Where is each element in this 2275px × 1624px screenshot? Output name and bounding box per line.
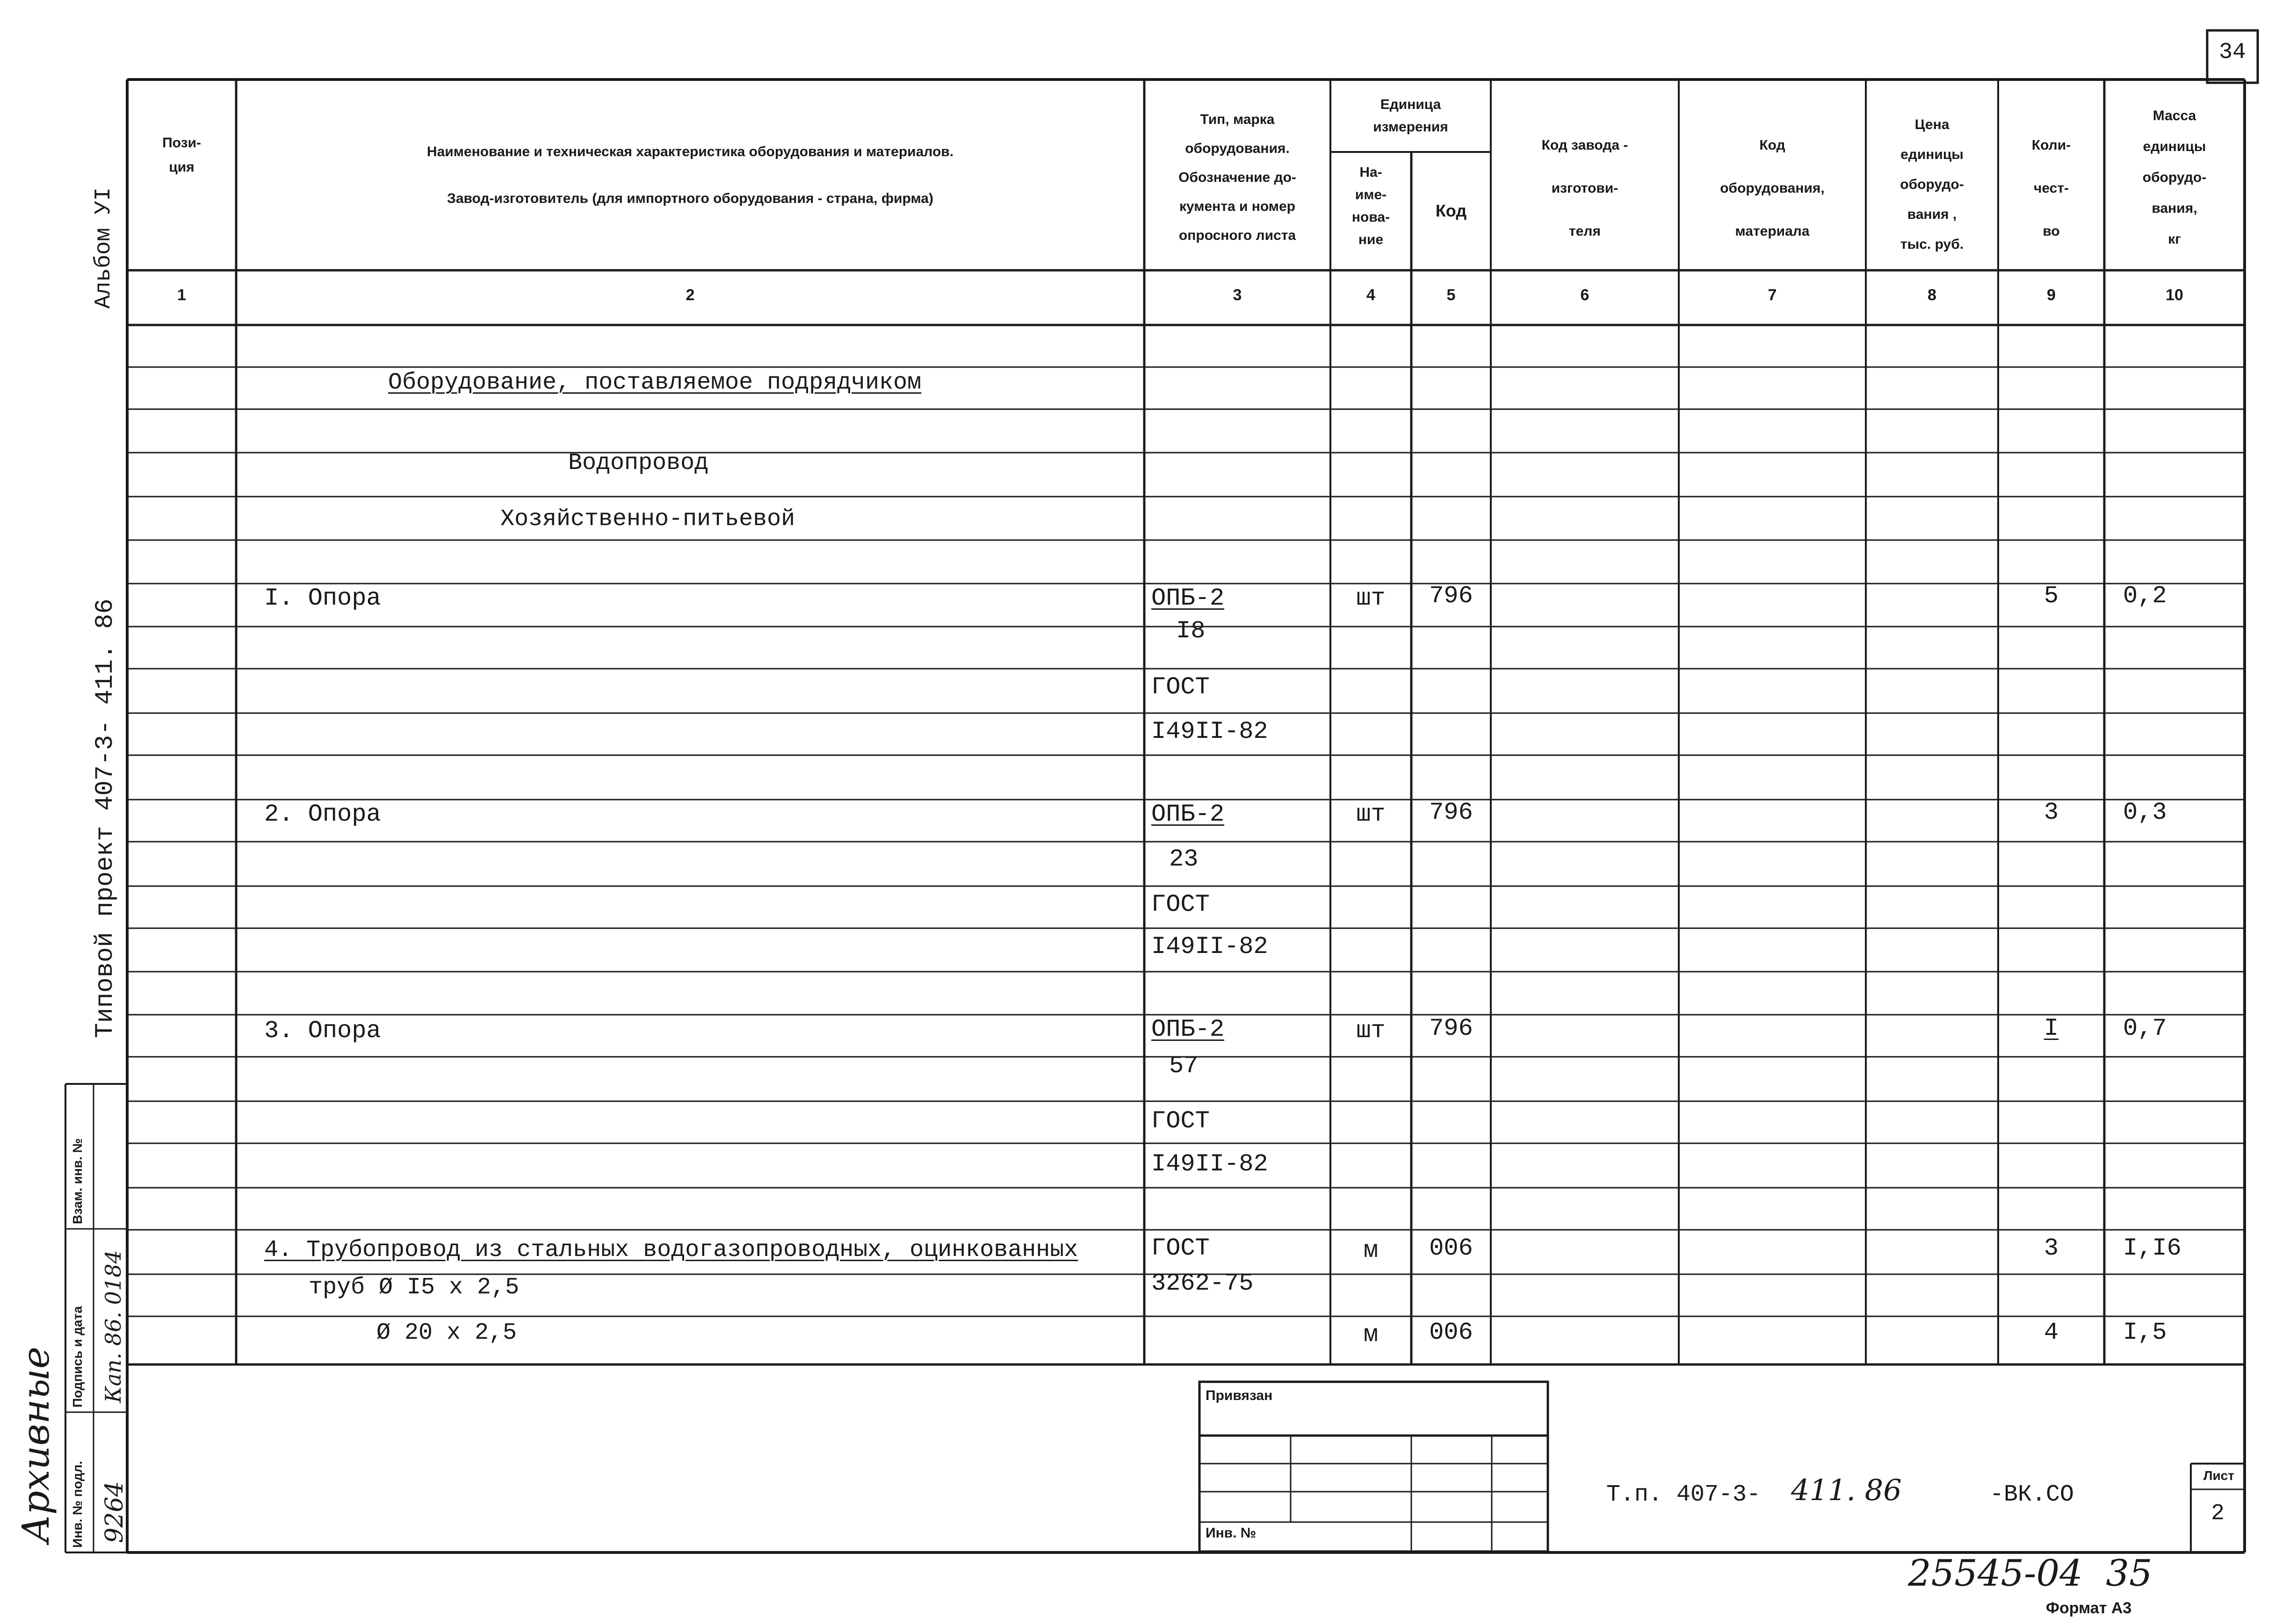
- doc-code-hand: 411. 86: [1791, 1473, 1902, 1507]
- item-1-type-size: I8: [1176, 617, 1206, 645]
- item-1-unit: шт: [1356, 585, 1386, 612]
- item-4-name: 4. Трубопровод из стальных водогазопроводных, оцинкованных: [264, 1237, 1078, 1263]
- hdr-unit-group: Единица измерения: [1373, 97, 1448, 135]
- item-4-mass: I,I6: [2123, 1234, 2181, 1262]
- subsection-water: Водопровод: [568, 450, 709, 476]
- item-4-unit: м: [1363, 1237, 1379, 1264]
- item-5-qty: 4: [2044, 1319, 2059, 1346]
- item-3-gost: ГОСТ: [1151, 1107, 1210, 1135]
- colnum-2: 2: [686, 286, 695, 304]
- subsection-household: Хозяйственно-питьевой: [500, 506, 795, 533]
- inv-label: Инв. №: [1206, 1525, 1257, 1541]
- item-4-gost: ГОСТ: [1151, 1234, 1210, 1262]
- doc-code-prefix: Т.п. 407-3-: [1606, 1481, 1761, 1508]
- item-2-type: ОПБ-2: [1151, 801, 1225, 828]
- colnum-1: 1: [177, 286, 186, 304]
- list-value: 2: [2211, 1501, 2224, 1526]
- item-4-name-2: труб Ø I5 x 2,5: [309, 1274, 520, 1301]
- hdr-col6: Код завода - изготови- теля: [1541, 137, 1628, 239]
- item-3-name: 3. Опора: [264, 1017, 381, 1045]
- doc-code-suffix: -ВК.СО: [1990, 1481, 2074, 1508]
- stamp-label-replace: Взам. инв. №: [70, 1138, 85, 1224]
- item-4-qty: 3: [2044, 1234, 2059, 1262]
- hdr-col7: Код оборудования, материала: [1720, 137, 1825, 239]
- item-2-mass: 0,3: [2123, 799, 2167, 826]
- hdr-col3: Тип, марка оборудования. Обозначение до- кумента и номер опросного листа: [1178, 112, 1296, 243]
- hdr-col2: Наименование и техническая характеристика оборудования и материалов. Завод-изготовитель (для импортного оборудования - страна, фирма): [426, 144, 954, 206]
- item-1-mass: 0,2: [2123, 582, 2167, 610]
- section-title: Оборудование, поставляемое подрядчиком: [388, 369, 922, 396]
- stamp-label-inv: Инв. № подл.: [70, 1461, 85, 1548]
- item-3-unit: шт: [1356, 1017, 1386, 1045]
- item-4-code: 006: [1429, 1234, 1473, 1262]
- stamp-value-inv: 9264: [101, 1481, 129, 1543]
- item-3-type-size: 57: [1169, 1052, 1199, 1080]
- sheet-number: 34: [2219, 40, 2246, 65]
- archive-note: Архивные: [14, 1346, 58, 1543]
- item-1-gost: ГОСТ: [1151, 673, 1210, 701]
- item-5-unit: м: [1363, 1321, 1379, 1349]
- item-2-qty: 3: [2044, 799, 2059, 826]
- hdr-col1: Пози- ция: [162, 135, 201, 175]
- item-2-code: 796: [1429, 799, 1473, 826]
- item-5-code: 006: [1429, 1319, 1473, 1346]
- colnum-5: 5: [1446, 286, 1456, 304]
- colnum-6: 6: [1580, 286, 1589, 304]
- item-1-gost-num: I49II-82: [1151, 718, 1268, 745]
- album-label: Альбом УI: [91, 187, 116, 309]
- format-label: Формат А3: [2046, 1599, 2132, 1617]
- project-label: Типовой проект 407-3- 411. 86: [91, 599, 120, 1038]
- item-2-type-size: 23: [1169, 845, 1199, 873]
- colnum-9: 9: [2047, 286, 2056, 304]
- item-2-gost-num: I49II-82: [1151, 933, 1268, 960]
- item-1-name: I. Опора: [264, 585, 381, 612]
- colnum-4: 4: [1366, 286, 1375, 304]
- item-3-type: ОПБ-2: [1151, 1016, 1225, 1043]
- hdr-col10: Масса единицы оборудо- вания, кг: [2142, 108, 2207, 247]
- item-4-gost-num: 3262-75: [1151, 1270, 1254, 1297]
- privyazan-label: Привязан: [1206, 1388, 1273, 1403]
- item-1-qty: 5: [2044, 582, 2059, 610]
- item-2-name: 2. Опора: [264, 801, 381, 828]
- stamp-value-sign: Кап. 86. 0184: [101, 1250, 126, 1403]
- item-3-qty: I: [2044, 1015, 2059, 1042]
- item-3-gost-num: I49II-82: [1151, 1150, 1268, 1178]
- colnum-10: 10: [2166, 286, 2183, 304]
- item-2-gost: ГОСТ: [1151, 891, 1210, 918]
- hdr-col8: Цена единицы оборудо- вания , тыс. руб.: [1900, 117, 1964, 252]
- stamp-label-sign: Подпись и дата: [70, 1306, 85, 1407]
- colnum-8: 8: [1928, 286, 1936, 304]
- colnum-7: 7: [1768, 286, 1777, 304]
- item-5-mass: I,5: [2123, 1319, 2167, 1346]
- item-1-type: ОПБ-2: [1151, 585, 1225, 612]
- item-3-mass: 0,7: [2123, 1015, 2167, 1042]
- hdr-col9: Коли- чест- во: [2031, 137, 2071, 239]
- hdr-col4: На- име- нова- ние: [1351, 165, 1390, 247]
- hdr-col5: Код: [1435, 201, 1467, 220]
- item-3-code: 796: [1429, 1015, 1473, 1042]
- item-5-name: Ø 20 x 2,5: [376, 1320, 517, 1346]
- item-2-unit: шт: [1356, 801, 1386, 828]
- colnum-3: 3: [1233, 286, 1242, 304]
- list-label: Лист: [2203, 1468, 2235, 1483]
- bottom-number: 25545-04 35: [1908, 1552, 2152, 1595]
- item-1-code: 796: [1429, 582, 1473, 610]
